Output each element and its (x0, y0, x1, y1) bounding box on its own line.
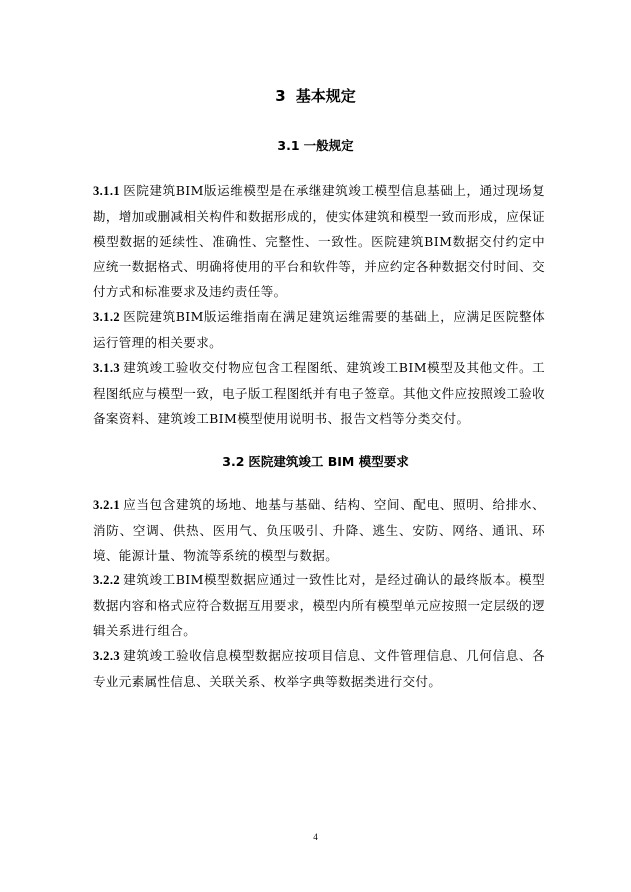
section-title-3-2 (0, 453, 631, 471)
clause-text: 医院建筑BIM版运维指南在满足建筑运维需要的基础上，应满足医院整体运行管理的相关要求。 (93, 309, 545, 350)
section-title-text: 一般规定 (303, 138, 354, 153)
clause-text: 建筑竣工验收信息模型数据应按项目信息、文件管理信息、几何信息、各专业元素属性信息、关联关系、枚举字典等数据类进行交付。 (93, 648, 545, 689)
section-number: 3.1 (277, 138, 300, 153)
section-number: 3.2 (222, 454, 245, 469)
clause-number: 3.1.2 (93, 310, 120, 324)
chapter-title (0, 86, 631, 106)
clause-3-1-1 (93, 178, 545, 304)
clause-number: 3.2.1 (93, 498, 120, 512)
section-title-3-1 (0, 137, 631, 155)
chapter-number: 3 (275, 87, 286, 105)
section-title-text: 医院建筑竣工 BIM 模型要求 (248, 454, 409, 469)
clause-text: 建筑竣工验收交付物应包含工程图纸、建筑竣工BIM模型及其他文件。工程图纸应与模型一致，电子版工程图纸并有电子签章。其他文件应按照竣工验收备案资料、建筑竣工BIM模型使用说明书、报告文档等分类交付。 (93, 360, 545, 426)
clause-text: 医院建筑BIM版运维模型是在承继建筑竣工模型信息基础上，通过现场复勘，增加或删减相关构件和数据形成的，使实体建筑和模型一致而形成，应保证模型数据的延续性、准确性、完整性、一致性。医院建筑BIM数据交付约定中应统一数据格式、明确将使用的平台和软件等，并应约定各种数据交付时间、交付方式和标准要求及违约责任等。 (93, 183, 545, 299)
clause-3-1-3 (93, 355, 545, 431)
clause-number: 3.2.3 (93, 649, 120, 663)
clause-3-2-1 (93, 492, 545, 568)
clause-number: 3.1.1 (93, 184, 120, 198)
chapter-title-text: 基本规定 (295, 87, 356, 105)
clause-text: 建筑竣工BIM模型数据应通过一致性比对，是经过确认的最终版本。模型数据内容和格式应符合数据互用要求，模型内所有模型单元应按照一定层级的逻辑关系进行组合。 (93, 572, 545, 638)
clause-number: 3.2.2 (93, 573, 120, 587)
page-number: 4 (313, 832, 318, 842)
clause-3-2-3 (93, 643, 545, 694)
clause-3-1-2 (93, 304, 545, 355)
clause-3-2-2 (93, 567, 545, 643)
clause-number: 3.1.3 (93, 361, 120, 375)
clause-text: 应当包含建筑的场地、地基与基础、结构、空间、配电、照明、给排水、消防、空调、供热、医用气、负压吸引、升降、逃生、安防、网络、通讯、环境、能源计量、物流等系统的模型与数据。 (93, 497, 545, 563)
